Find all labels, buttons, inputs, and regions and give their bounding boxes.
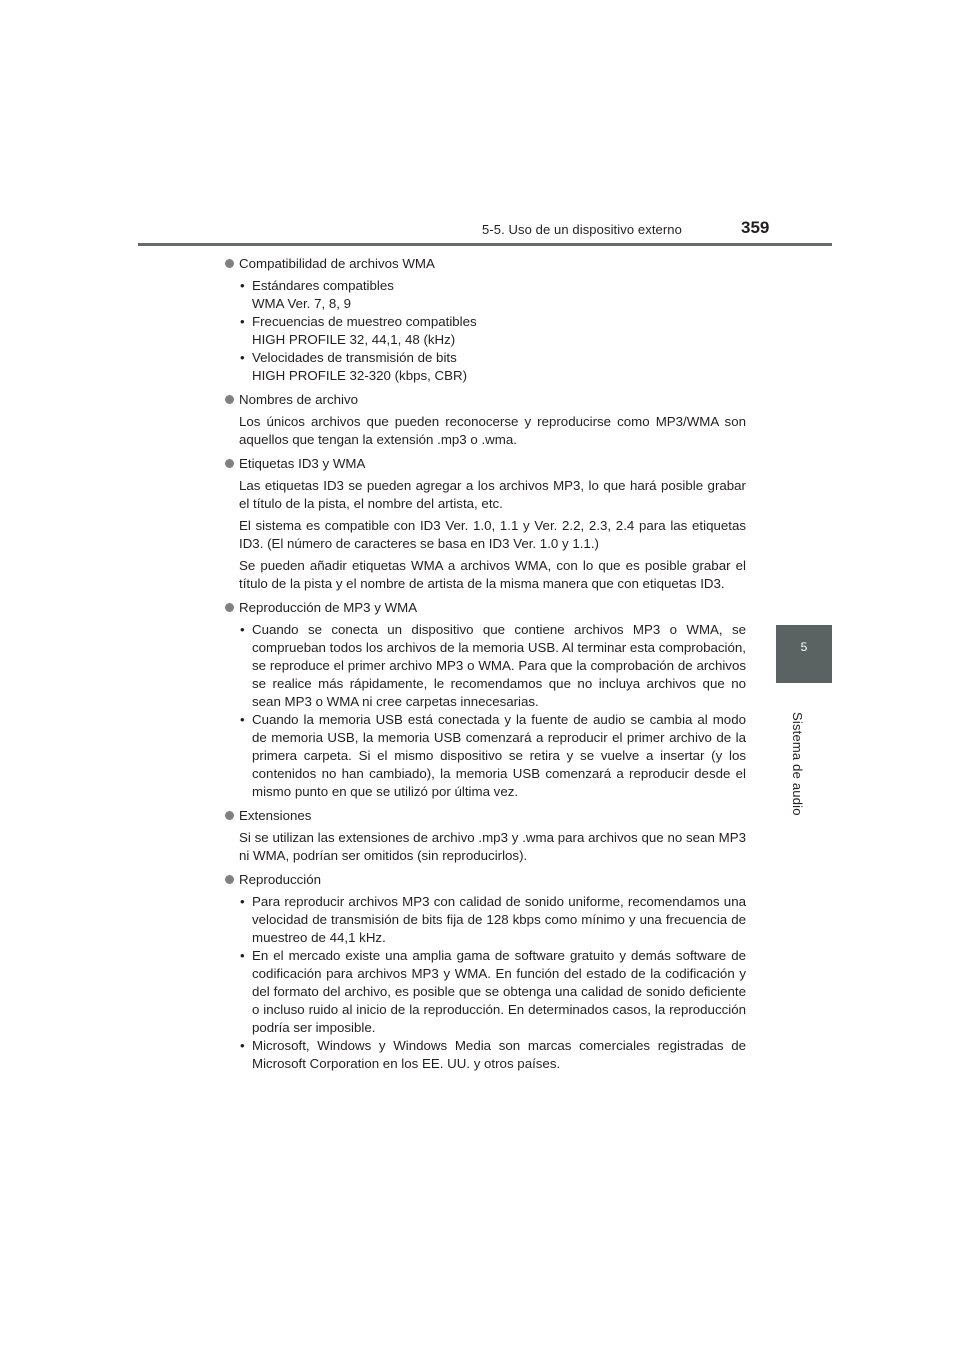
list-item — [239, 349, 746, 385]
bullet-list — [239, 893, 746, 1073]
page-number: 359 — [741, 218, 770, 237]
item-title: Nombres de archivo — [239, 392, 358, 407]
paragraph: El sistema es compatible con ID3 Ver. 1.0, 1.1 y Ver. 2.2, 2.3, 2.4 para las etiquetas ID3. (El número de caracteres se basa en ID3 Ver. 1.0 y 1.1.) — [239, 518, 746, 551]
list-item: • Para reproducir archivos MP3 con calidad de sonido uniforme, recomendamos una velocidad de transmisión de bits fija de 128 kbps como mínimo y una frecuencia de muestreo de 44,1 kHz. — [239, 893, 746, 947]
chapter-title: Sistema de audio — [790, 712, 805, 816]
section-playback — [224, 871, 746, 1073]
section-mp3-wma-playback — [224, 599, 746, 801]
list-item: • En el mercado existe una amplia gama de software gratuito y demás software de codificación para archivos MP3 y WMA. En función del estado de la codificación y del formato del archivo, es posible que se obtenga una calidad de sonido deficiente o incluso ruido al inicio de la reproducción. En determinados casos, la reproducción podría ser imposible. — [239, 947, 746, 1037]
bullet-icon — [225, 395, 234, 404]
bullet-icon — [225, 259, 234, 268]
section-wma-compatibility — [224, 255, 746, 385]
list-item-value: HIGH PROFILE 32, 44,1, 48 (kHz) — [252, 332, 456, 347]
header-divider — [138, 243, 832, 246]
paragraph: Los únicos archivos que pueden reconocerse y reproducirse como MP3/WMA son aquellos que tengan la extensión .mp3 o .wma. — [239, 414, 746, 447]
list-item-value: WMA Ver. 7, 8, 9 — [252, 296, 352, 311]
main-content — [224, 255, 746, 1079]
section-file-names — [224, 391, 746, 449]
paragraph: Las etiquetas ID3 se pueden agregar a los archivos MP3, lo que hará posible grabar el título de la pista, el nombre del artista, etc. — [239, 478, 746, 511]
paragraph: Se pueden añadir etiquetas WMA a archivos WMA, con lo que es posible grabar el título de la pista y el nombre de artista de la misma manera que con etiquetas ID3. — [239, 558, 746, 591]
item-title: Reproducción de MP3 y WMA — [239, 600, 418, 615]
item-title: Etiquetas ID3 y WMA — [239, 456, 366, 471]
section-extensions — [224, 807, 746, 865]
list-item: • Microsoft, Windows y Windows Media son marcas comerciales registradas de Microsoft Corporation en los EE. UU. y otros países. — [239, 1037, 746, 1073]
list-item-label: • Velocidades de transmisión de bits — [252, 350, 457, 365]
list-item — [239, 277, 746, 313]
section-id3-wma-tags — [224, 455, 746, 593]
section-title: 5-5. Uso de un dispositivo externo — [482, 222, 682, 237]
list-item-label: • Estándares compatibles — [252, 278, 394, 293]
bullet-icon — [225, 811, 234, 820]
list-item-label: • Frecuencias de muestreo compatibles — [252, 314, 477, 329]
list-item — [239, 313, 746, 349]
list-item: • Cuando se conecta un dispositivo que contiene archivos MP3 o WMA, se comprueban todos los archivos de la memoria USB. Al terminar esta comprobación, se reproduce el primer archivo MP3 o WMA. Para que la comprobación de archivos se realice más rápidamente, le recomendamos que no incluya archivos que no sean MP3 o WMA ni cree carpetas innecesarias. — [239, 621, 746, 711]
bullet-icon — [225, 875, 234, 884]
list-item: • Cuando la memoria USB está conectada y la fuente de audio se cambia al modo de memoria USB, la memoria USB comenzará a reproducir el primer archivo de la primera carpeta. Si el mismo dispositivo se retira y se vuelve a insertar (y los contenidos no han cambiado), la memoria USB comenzará a reproducir desde el mismo punto en que se utilizó por última vez. — [239, 711, 746, 801]
bullet-list — [239, 621, 746, 801]
chapter-tab: 5 — [776, 625, 832, 683]
paragraph: Si se utilizan las extensiones de archivo .mp3 y .wma para archivos que no sean MP3 ni WMA, podrían ser omitidos (sin reproducirlos). — [239, 830, 746, 863]
item-title: Reproducción — [239, 872, 322, 887]
item-title: Extensiones — [239, 808, 312, 823]
bullet-icon — [225, 459, 234, 468]
list-item-value: HIGH PROFILE 32-320 (kbps, CBR) — [252, 368, 468, 383]
bullet-icon — [225, 603, 234, 612]
bullet-list — [239, 277, 746, 385]
item-title: Compatibilidad de archivos WMA — [239, 256, 435, 271]
